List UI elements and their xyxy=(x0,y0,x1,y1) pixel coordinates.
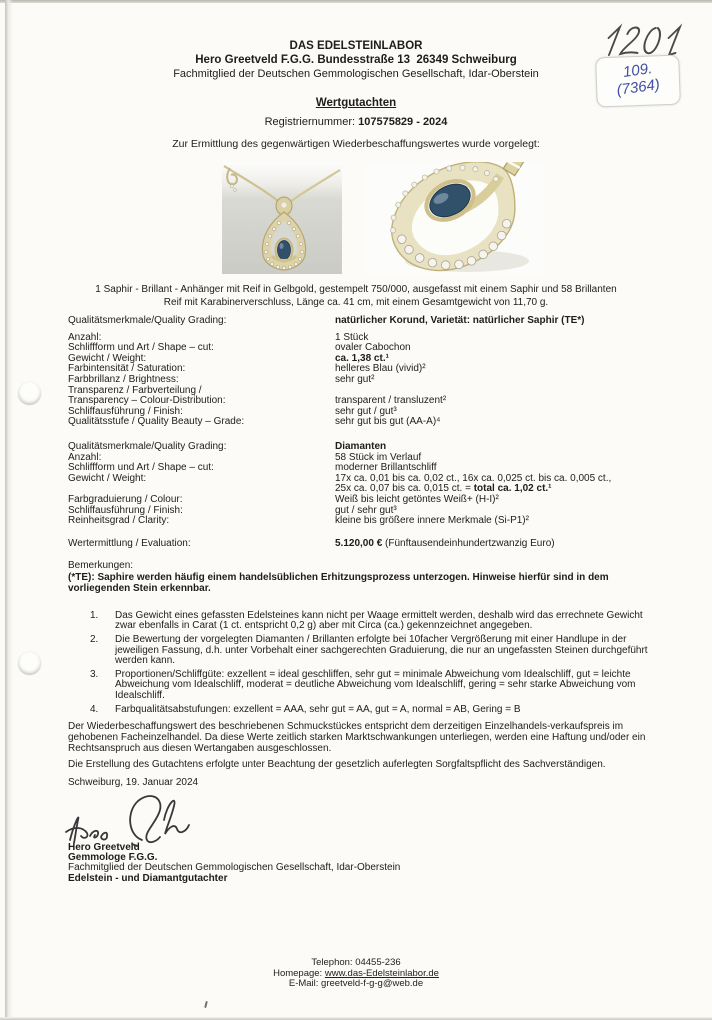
grading-row-value: sehr gut bis gut (AA-A)⁴ xyxy=(335,416,441,428)
footnote-item xyxy=(90,635,654,667)
lab-name: DAS EDELSTEINLABOR xyxy=(289,40,423,52)
homepage-url: www.das-Edelsteinlabor.de xyxy=(324,967,439,979)
grading-row-label: Schliffausführung / Finish: xyxy=(68,405,183,417)
sapphire-grading-section xyxy=(68,316,654,428)
grading-row-label: Gewicht / Weight: xyxy=(68,352,147,364)
grading-row-value: ovaler Cabochon xyxy=(335,342,411,354)
letterhead xyxy=(0,40,712,150)
document-title: Wertgutachten xyxy=(315,97,397,109)
footnote-list xyxy=(68,611,654,715)
grading-row xyxy=(68,375,654,386)
remarks-section xyxy=(68,561,654,595)
grading-row-value: Weiß bis leicht getöntes Weiß+ (H-I)² xyxy=(335,493,499,505)
footnote-text: Proportionen/Schliffgüte: exzellent = ideal geschliffen, sehr gut = minimale Abweichung vom Idealschliff, gut = leichte Abweichung vom Idealschliff, moderat = deutliche Abweichung vom Idealschliff, gering = sehr starke Abweichung vom Idealschliff. xyxy=(115,668,636,702)
liability-paragraph: Der Wiederbeschaffungswert des beschriebenen Schmuckstückes entspricht dem derzeitigen Einzelhandels-verkaufspreis im gehobenen Facheinzelhandel. Da diese Werte zeitlich starken Marktschwankungen unterliegen, werden eine Haftung und/oder ein Rechtsanspruch aus diesen Wertangaben ausgeschlossen. xyxy=(68,721,646,754)
grading-row-label: Qualitätsmerkmale/Quality Grading: xyxy=(68,315,227,326)
grading-row-value: natürlicher Korund, Varietät: natürlicher Saphir (TE*) xyxy=(335,315,585,326)
item-description-line1: 1 Saphir - Brillant - Anhänger mit Reif in Gelbgold, gestempelt 750/000, ausgefasst mit einem Saphir und 58 Brillanten xyxy=(95,284,617,295)
grading-row-label: Schliffform und Art / Shape – cut: xyxy=(68,462,214,474)
signatory-name: Hero Greetveld xyxy=(68,842,140,853)
grading-row-value: moderner Brillantschliff xyxy=(335,462,437,474)
grading-row-label: Schliffausführung / Finish: xyxy=(68,504,183,516)
footnote-item xyxy=(90,670,654,702)
grading-row-label: Anzahl: xyxy=(68,331,102,343)
grading-row-label: Qualitätsmerkmale/Quality Grading: xyxy=(68,440,227,452)
item-description xyxy=(0,283,712,309)
grading-row-label: Farbgraduierung / Colour: xyxy=(68,493,183,505)
grading-row-value: Diamanten xyxy=(335,440,387,452)
grading-row-label: Gewicht / Weight: xyxy=(68,472,147,484)
scan-edge-left-shade xyxy=(8,0,13,1020)
valuation-section xyxy=(68,539,654,550)
grading-row-label: Qualitätsstufe / Quality Beauty – Grade: xyxy=(68,416,245,428)
email-line: E-Mail: greetveld-f-g-g@web.de xyxy=(288,978,424,989)
registry-number: 107575829 - 2024 xyxy=(358,116,448,128)
grading-row-value: 58 Stück im Verlauf xyxy=(335,451,422,463)
registry-line xyxy=(0,116,712,128)
contact-footer xyxy=(0,958,712,990)
grading-row-value: helleres Blau (vivid)² xyxy=(335,363,426,375)
registry-label: Registriernummer: xyxy=(264,116,359,128)
grading-row-value: transparent / transluzent² xyxy=(335,395,447,407)
phone-line: Telephon: 04455-236 xyxy=(311,957,401,968)
grading-row-value: sehr gut / gut³ xyxy=(335,405,397,417)
hole-punch-bottom xyxy=(18,652,41,675)
sticker-number-alt: (7364) xyxy=(615,76,661,99)
footnote-item xyxy=(90,611,654,632)
scan-edge-top xyxy=(0,0,712,3)
diamond-grading-section xyxy=(68,442,654,527)
footnote-number: 4. xyxy=(90,703,99,715)
scan-speck xyxy=(204,1001,208,1008)
grading-row-value: 17x ca. 0,01 bis ca. 0,02 ct., 16x ca. 0,025 ct. bis ca. 0,005 ct., 25x ca. 0,07 bis ca. 0,015 ct. = total ca. 1,02 ct.¹ xyxy=(335,472,612,495)
grading-row-label: Transparenz / Farbverteilung / xyxy=(68,384,202,396)
grading-row-label: Anzahl: xyxy=(68,451,102,463)
grading-row-label: Reinheitsgrad / Clarity: xyxy=(68,515,170,527)
footnote-number: 2. xyxy=(90,634,99,646)
remarks-title: Bemerkungen: xyxy=(68,560,134,572)
lab-membership: Fachmitglied der Deutschen Gemmologischen Gesellschaft, Idar-Oberstein xyxy=(173,68,539,80)
footnote-number: 3. xyxy=(90,668,99,680)
signatory-title: Gemmologe F.G.G. xyxy=(68,852,158,864)
grading-row-label: Farbintensität / Saturation: xyxy=(68,363,186,375)
document-body xyxy=(68,316,654,884)
jewelry-photo-necklace xyxy=(222,162,342,274)
grading-row-value: 1 Stück xyxy=(335,331,369,343)
grading-row-value: kleine bis größere innere Merkmale (Si-P1)² xyxy=(335,515,529,527)
item-description-line2: Reif mit Karabinerverschluss, Länge ca. 41 cm, mit einem Gesamtgewicht von 11,70 g. xyxy=(163,297,549,308)
diligence-paragraph: Die Erstellung des Gutachtens erfolgte unter Beachtung der gesetzlich auferlegten Sorgfaltspflicht des Sachverständigen. xyxy=(68,758,606,770)
footnote-number: 1. xyxy=(90,609,99,621)
grading-row-label: Transparency – Colour-Distribution: xyxy=(68,395,226,407)
homepage-label: Homepage: xyxy=(273,967,325,979)
footnote-item xyxy=(90,705,654,716)
grading-row xyxy=(68,417,654,428)
footnote-text: Das Gewicht eines gefassten Edelsteines kann nicht per Waage ermittelt werden, deshalb wird das errechnete Gewicht zwar ebenfalls in Carat (1 ct. entspricht 0,2 g) aber mit Circa (ca.) gekennzeichnet angegeben. xyxy=(115,609,643,632)
place-and-date: Schweiburg, 19. Januar 2024 xyxy=(68,777,199,789)
grading-row xyxy=(68,316,654,327)
grading-row-value: gut / sehr gut³ xyxy=(335,504,397,516)
handwritten-signature xyxy=(60,788,210,852)
grading-row xyxy=(68,539,654,550)
jewelry-photo-pendant-closeup xyxy=(363,162,545,275)
hole-punch-top xyxy=(18,382,41,405)
grading-row-value: ca. 1,38 ct.¹ xyxy=(335,352,389,364)
purpose-line: Zur Ermittlung des gegenwärtigen Wiederbeschaffungswertes wurde vorgelegt: xyxy=(172,138,540,150)
lab-address: Hero Greetveld F.G.G. Bundesstraße 13 26349 Schweiburg xyxy=(195,54,517,66)
footnote-text: Farbqualitätsabstufungen: exzellent = AAA, sehr gut = AA, gut = A, normal = AB, Gering = B xyxy=(115,703,521,715)
signatory-role: Edelstein - und Diamantgutachter xyxy=(68,872,228,884)
te-treatment-note: (*TE): Saphire werden häufig einem handelsüblichen Erhitzungsprozess unterzogen. Hinweise hierfür sind in dem vorliegenden Stein erkennbar. xyxy=(68,571,609,595)
grading-row-label: Schliffform und Art / Shape – cut: xyxy=(68,342,214,354)
sticker-number: 109. xyxy=(621,60,654,81)
grading-row xyxy=(68,516,654,527)
grading-row xyxy=(68,474,654,495)
footnote-text: Die Bewertung der vorgelegten Diamanten / Brillanten erfolgte bei 10facher Vergrößerung mit einer Handlupe in der jeweiligen Fassung, d.h. unter Vorbehalt einer sachgerechten Graduierung, die nur an ungefassten Steinen durchgeführt werden kann. xyxy=(115,634,648,667)
grading-row-value: sehr gut² xyxy=(335,373,375,385)
signatory-membership: Fachmitglied der Deutschen Gemmologischen Gesellschaft, Idar-Oberstein xyxy=(68,862,401,874)
grading-row-label: Wertermittlung / Evaluation: xyxy=(68,537,191,549)
grading-row-value: 5.120,00 € (Fünftausendeinhundertzwanzig Euro) xyxy=(335,537,555,549)
grading-row-label: Farbbrillanz / Brightness: xyxy=(68,373,179,385)
